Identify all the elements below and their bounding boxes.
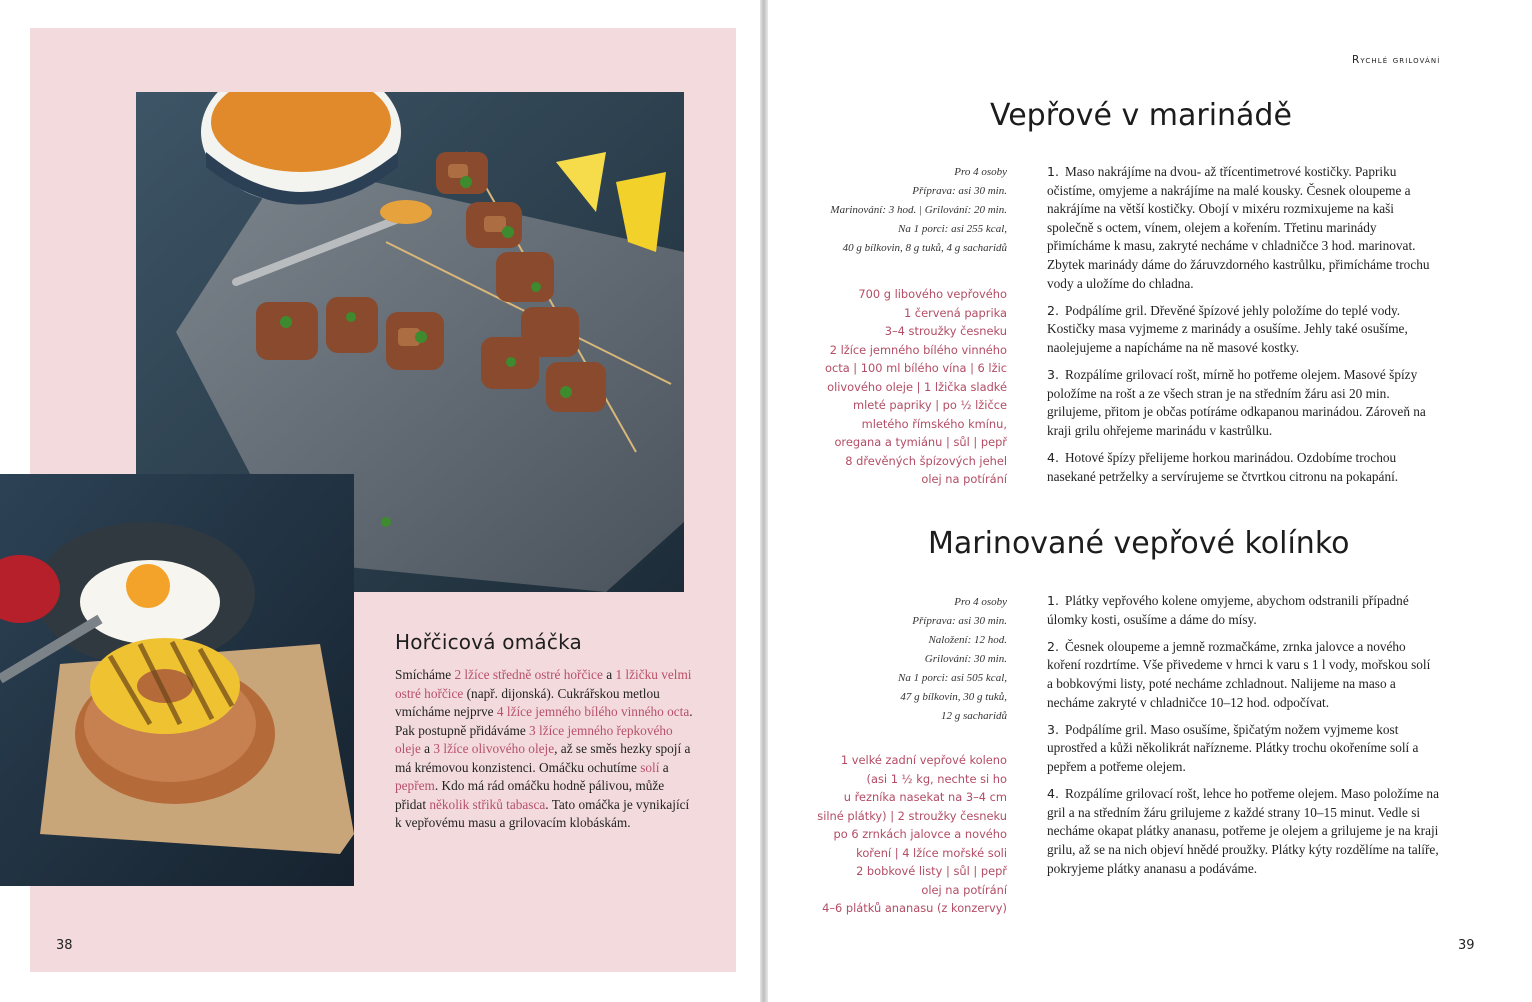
sauce-text-segment: . Kdo má rád omáčku hodně pálivou, může přidat [395,778,665,812]
ingredient-line: koření | 4 lžíce mořské soli [856,845,1007,860]
step-text: Česnek oloupeme a jemně rozmačkáme, zrnka jalovce a nového koření rozdrtíme. Vše přivedeme v hrnci k varu s 1 l vody, mořskou solí a bobkovými listy, poté necháme zchladnout. Nalijeme na maso a necháme zakryté v chladničce 10–12 hod. odpočívat. [1047,638,1431,710]
recipe-1-meta [817,163,1007,258]
page-number-right: 39 [1458,938,1475,953]
ingredient-line: octa | 100 ml bílého vína | 6 lžic [825,361,1007,375]
step-text: Podpálíme gril. Maso osušíme, špičatým nožem vyjmeme kost uprostřed a kůži několikrát nařízneme. Plátky trochu okořeníme solí a pepřem a potřeme olejem. [1047,721,1419,774]
ingredient-line: silné plátky) | 2 stroužky česneku [817,808,1007,823]
sauce-ingredient: pepřem [395,778,435,793]
sauce-text-segment: (např. dijonská). Cukrářskou metlou vmícháme nejprve [395,685,660,719]
running-head: Rychlé grilování [1352,54,1441,66]
step-text: Rozpálíme grilovací rošt, mírně ho potřeme olejem. Masové špízy položíme na rošt a ze všech stran je na středním žáru asi 20 min. grilujeme, přitom je občas potíráme odkapanou marinádou. Zároveň na kraji grilu ohřejeme marinádu v kastrůlku. [1047,367,1426,438]
step-text: Rozpálíme grilovací rošt, lehce ho potřeme olejem. Maso položíme na gril a na středním žáru grilujeme z každé strany 10–15 minut. Vedle si necháme okapat plátky ananasu, potřeme je olejem a grilujeme je na kraji grilu, až se na nich objeví hnědé proužky. Plátky kýty rozdělíme na talíře, pokryjeme plátky ananasu a podáváme. [1047,786,1439,876]
ingredient-line: 2 lžíce jemného bílého vinného [829,342,1007,357]
sauce-ingredient: solí [640,759,660,775]
recipe-step [1047,592,1439,629]
sauce-title: Hořčicová omáčka [395,630,582,654]
ingredient-line: 8 dřevěných špízových jehel [845,453,1007,468]
recipe-meta-line: Na 1 porci: asi 505 kcal, [898,672,1007,684]
sauce-text-segment: , až se směs hezky spojí a má krémovou konzistenci. Omáčku ochutíme [395,741,691,775]
step-number: 1. [1047,593,1059,608]
step-number: 2. [1047,302,1059,318]
ingredient-line: 700 g libového vepřového [858,287,1007,301]
ingredient-line: u řezníka nasekat na 3–4 cm [843,790,1007,804]
ingredient-line: mleté papriky | po ½ lžičce [853,398,1007,412]
ingredient-line: 1 velké zadní vepřové koleno [840,753,1007,767]
ingredient-line: po 6 zrnkách jalovce a nového [833,827,1007,841]
recipe-title-1: Vepřové v marinádě [990,98,1292,133]
step-text: Plátky vepřového kolene omyjeme, abychom odstranili případné úlomky kosti, osušíme a dáme do mísy. [1047,593,1409,627]
step-number: 2. [1047,638,1059,654]
recipe-2-steps [1047,592,1439,887]
recipe-step [1047,366,1439,440]
recipe-2-ingredients [807,751,1007,918]
ingredient-line: 2 bobkové listy | sůl | pepř [856,864,1007,878]
sauce-text [395,666,695,833]
recipe-step [1047,163,1439,293]
ingredient-line: olivového oleje | 1 lžička sladké [827,379,1007,394]
ingredient-line: olej na potírání [921,882,1007,897]
recipe-meta-line: 12 g sacharidů [941,710,1007,722]
sauce-text-segment: . Tato omáčka je vynikající k vepřovému masu a grilovacím klobáskám. [395,796,690,830]
step-number: 4. [1047,450,1059,466]
recipe-meta-line: 40 g bílkovin, 8 g tuků, 4 g sacharidů [842,242,1007,254]
step-number: 3. [1047,721,1059,737]
recipe-meta-line: Pro 4 osoby [954,596,1007,608]
recipe-step [1047,638,1439,712]
ingredient-line: oregana a tymiánu | sůl | pepř [834,435,1007,449]
recipe-meta-line: Grilování: 30 min. [924,653,1007,665]
mustard-sauce-box [395,630,695,833]
sauce-text-segment: a [420,741,434,756]
recipe-step [1047,721,1439,777]
step-number: 4. [1047,786,1059,802]
sauce-text-segment: a [602,667,616,682]
recipe-meta-line: Marinování: 3 hod. | Grilování: 20 min. [830,204,1007,216]
step-number: 1. [1047,164,1059,179]
recipe-title-2: Marinované vepřové kolínko [928,526,1350,561]
recipe-step [1047,785,1439,878]
sauce-ingredient: několik střiků tabasca [429,796,546,812]
step-text: Maso nakrájíme na dvou- až třícentimetrové kostičky. Papriku očistíme, omyjeme a nakrájíme na malé kousky. Česnek oloupeme a nakrájíme na větší kostičky. Obojí v mixéru rozmixujeme na kaši společně s octem, vínem, olejem a kořením. Třetinu marinády přimícháme k masu, zakryté necháme v chladničce 3 hod. marinovat. Zbytek marinády dáme do žáruvzdorného kastrůlku, přimícháme trochu vody a uložíme do chladna. [1047,164,1430,291]
recipe-meta-line: Pro 4 osoby [954,166,1007,178]
sauce-ingredient: 1 lžičku velmi ostré hořčice [395,667,692,701]
recipe-1-ingredients [807,285,1007,489]
book-gutter [760,0,768,1002]
recipe-1-steps [1047,163,1439,495]
step-text: Hotové špízy přelijeme horkou marinádou. Ozdobíme trochou nasekané petrželky a servírujeme se čtvrtkou citronu na pokapání. [1047,450,1399,484]
ingredient-line: 1 červená paprika [903,305,1007,320]
ingredient-line: (asi 1 ½ kg, nechte si ho [866,771,1007,786]
recipe-meta-line: 47 g bílkovin, 30 g tuků, [900,691,1007,703]
ingredient-line: mletého římského kmínu, [861,416,1007,431]
sauce-ingredient: 3 lžíce jemného řepkového oleje [395,722,673,756]
sauce-text-segment: a [659,759,669,775]
recipe-meta-line: Příprava: asi 30 min. [912,185,1007,197]
sauce-ingredient: 4 lžíce jemného bílého vinného octa [496,704,690,719]
ingredient-line: 3–4 stroužky česneku [884,324,1007,338]
recipe-2-meta [817,593,1007,726]
recipe-meta-line: Na 1 porci: asi 255 kcal, [898,223,1007,235]
step-number: 3. [1047,367,1059,383]
ingredient-line: 4–6 plátků ananasu (z konzervy) [822,901,1007,915]
sauce-text-segment: Smícháme [395,667,455,682]
recipe-meta-line: Naložení: 12 hod. [928,634,1007,646]
ingredient-line: olej na potírání [921,472,1007,486]
sauce-ingredient: 2 lžíce středně ostré hořčice [454,667,603,682]
page-number-left: 38 [56,938,73,953]
grilled-pineapple-egg-photo [0,474,354,886]
recipe-step [1047,449,1439,486]
sauce-ingredient: 3 lžíce olivového oleje [433,741,555,756]
recipe-meta-line: Příprava: asi 30 min. [912,615,1007,627]
left-page [0,0,760,1002]
sauce-text-segment: . Pak postupně přidáváme [395,704,693,738]
step-text: Podpálíme gril. Dřevěné špízové jehly položíme do teplé vody. Kostičky masa vyjmeme z marinády a osušíme. Jehly také osušíme, naolejujeme a napícháme na ně masové kostky. [1047,302,1408,355]
recipe-step [1047,302,1439,358]
